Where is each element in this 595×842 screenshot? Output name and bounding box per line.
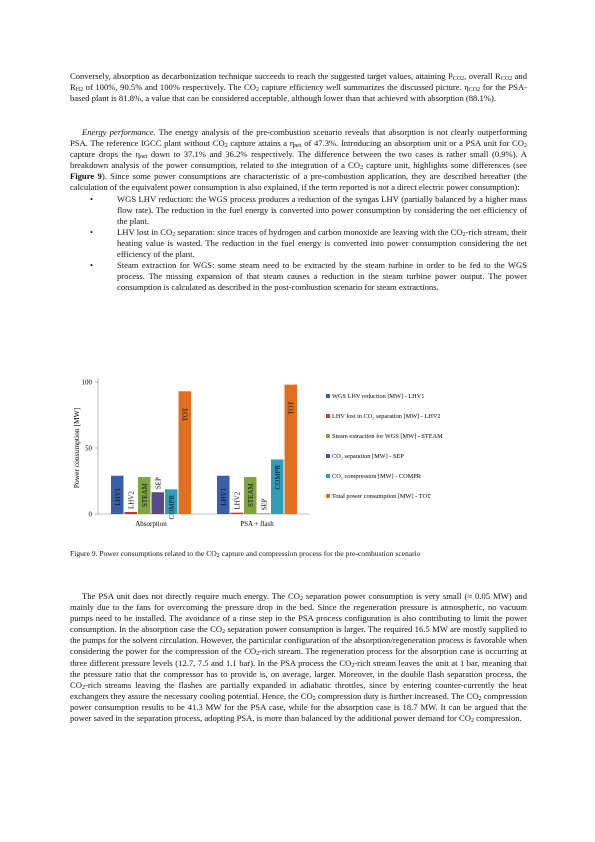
bullet-steam-extraction: • Steam extraction for WGS: some steam need to be extracted by the steam turbine in order to be fed to the WGS process. The missing expansion of that steam causes a reduction in the steam turbine power output. The power consumption is calculated as described in the post-combustion scenario for steam extractions.	[90, 260, 527, 293]
bar-sep-0	[152, 492, 165, 514]
bullet-dot: •	[90, 226, 94, 237]
power-consumption-chart	[70, 362, 527, 532]
bullet-wgs-lhv: • WGS LHV reduction: the WGS process produces a reduction of the syngas LHV (partially balanced by a higher mass flow rate). The reduction in the fuel energy is converted into power consumption by considering the net efficiency of the plant.	[90, 193, 527, 226]
legend-swatch	[326, 454, 330, 458]
bar-label: TOT	[287, 401, 296, 415]
bullet-dot: •	[90, 260, 94, 271]
legend-entry: Total power consumption [MW] - TOT	[332, 493, 431, 500]
bar-label: LHV1	[113, 487, 122, 506]
legend-entry: CO₂ compression [MW] - COMPR	[332, 473, 421, 480]
y-tick-label: 0	[88, 510, 92, 519]
y-tick-label: 50	[85, 444, 92, 453]
paragraph-psa-unit: The PSA unit does not directly require much energy. The $CO_2$ separation power consumption is very small (≈ 0.05 MW) and mainly due to the fans for overcoming the pressure drop in the bed. Since the regeneration pressure is atmospheric, no vacuum pumps need to be installed. The avoidance of a rinse step in the PSA process configuration is also contributing to limit the power consumption. In the absorption case the $CO_2$ separation power consumption is larger. The required 16.5 MW are mostly supplied to the pumps for the solvent circulation. However, the particular configuration of the absorption/regeneration process is favorable when considering the power for the compression of the $CO_2$-rich stream. The regeneration process for the absorption case is occurring at three different pressure levels (12.7, 7.5 and 1.1 bar). In the PSA process the $CO_2$-rich stream leaves the unit at 1 bar, meaning that the pressure ratio that the compressor has to provide is, on average, larger. Moreover, in the double flash separation process, the $CO_2$-rich streams leaving the flashes are partially expanded in adiabatic throttles, since by entering counter-currently the heat exchangers they assure the necessary cooling potential. Hence, the $CO_2$ compression duty is further increased. The $CO_2$ compression power consumption results to be 41.3 MW for the PSA case, while for the absorption case is 18.7 MW. It can be argued that the power saved in the separation process, adopting PSA, is more than balanced by the additional power demand for $CO_2$ compression.	[70, 591, 527, 725]
section-heading: Energy performance.	[82, 127, 156, 137]
bar-label: SEP	[154, 477, 163, 490]
bar-label: SEP	[260, 498, 269, 511]
category-label: PSA + flash	[240, 520, 274, 528]
bar-label: LHV2	[127, 491, 136, 510]
bullet-dot: •	[90, 193, 94, 204]
category-label: Absorption	[135, 520, 167, 528]
legend-swatch	[326, 414, 330, 418]
legend-entry: LHV lost in CO₂ separation [MW] - LHV2	[332, 413, 441, 420]
bar-lhv2-1	[231, 513, 244, 514]
bar-sep-1	[258, 514, 271, 515]
figure-caption: Figure 9. Power consumptions related to the $CO_2$ capture and compression process for the pre-combustion scenario	[70, 549, 421, 559]
legend-swatch	[326, 474, 330, 478]
figure-reference[interactable]: Figure 9	[70, 171, 102, 182]
bar-label: TOT	[181, 407, 190, 422]
bar-label: STEAM	[246, 483, 255, 508]
paragraph-energy-performance: Energy performance. The energy analysis of the pre-combustion scenario reveals that absorption is not clearly outperforming PSA. The reference IGCC plant without $CO_2$ capture attains a $\eta_{net}$ of 47.3%. Introducing an absorption unit or a PSA unit for $CO_2$ capture drops the $\eta_{net}$ down to 37.1% and 36.2% respectively. The difference between the two cases is rather small (0.9%). A breakdown analysis of the power consumption, related to the integration of a $CO_2$ capture unit, highlights some differences (see Figure 9). Since some power consumptions are characteristic of a pre-combustion application, they are described hereafter (the calculation of the equivalent power consumption is also explained, if the term reported is not a direct electric power consumption): • WGS LHV reduction: the WGS process produces a reduction of the syngas LHV (partially balanced by a higher mass flow rate). The reduction in the fuel energy is converted into power consumption by considering the net efficiency of the plant. • LHV lost in $CO_2$ separation: since traces of hydrogen and carbon monoxide are leaving with the $CO_2$-rich stream, their heating value is wasted. The reduction in the fuel energy is converted into power consumption considering the net efficiency of the plant. • Steam extraction for WGS: some steam need to be extracted by the steam turbine in order to be fed to the WGS process. The missing expansion of that steam causes a reduction in the steam turbine power output. The power consumption is calculated as described in the post-combustion scenario for steam extractions.	[70, 127, 527, 293]
bar-lhv2-0	[125, 512, 138, 514]
legend-swatch	[326, 394, 330, 398]
bullet-lhv-lost: • LHV lost in $CO_2$ separation: since traces of hydrogen and carbon monoxide are leaving with the $CO_2$-rich stream, their heating value is wasted. The reduction in the fuel energy is converted into power consumption considering the net efficiency of the plant.	[90, 226, 527, 260]
legend-entry: Steam extraction for WGS [MW] - STEAM	[332, 433, 443, 440]
bar-label: LHV1	[219, 487, 228, 506]
legend-entry: CO₂ separation [MW] - SEP	[332, 453, 404, 460]
paragraph-capture-efficiency: Conversely, absorption as decarbonization technique succeeds to reach the suggested target values, attaining $P_{CO2}$, overall $R_{CO2}$ and $R_{H2}$ of 100%, 90.5% and 100% respectively. The $CO_2$ capture efficiency well summarizes the discussed picture. $\eta_{CO2}$ for the PSA-based plant is 81.8%, a value that can be considered acceptable, although lower than that achieved with absorption (88.1%).	[70, 71, 528, 104]
bar-label: COMPR	[273, 464, 282, 490]
bar-label: STEAM	[140, 483, 149, 508]
legend-entry: WGS LHV reduction [MW] - LHV1	[332, 393, 425, 400]
bar-label: LHV2	[233, 491, 242, 510]
bar-label: COMPR	[167, 494, 176, 520]
legend-swatch	[326, 494, 330, 498]
legend-swatch	[326, 434, 330, 438]
y-tick-label: 100	[81, 378, 92, 387]
y-axis-title: Power consumption [MW]	[72, 407, 81, 489]
chart-svg	[70, 362, 527, 532]
